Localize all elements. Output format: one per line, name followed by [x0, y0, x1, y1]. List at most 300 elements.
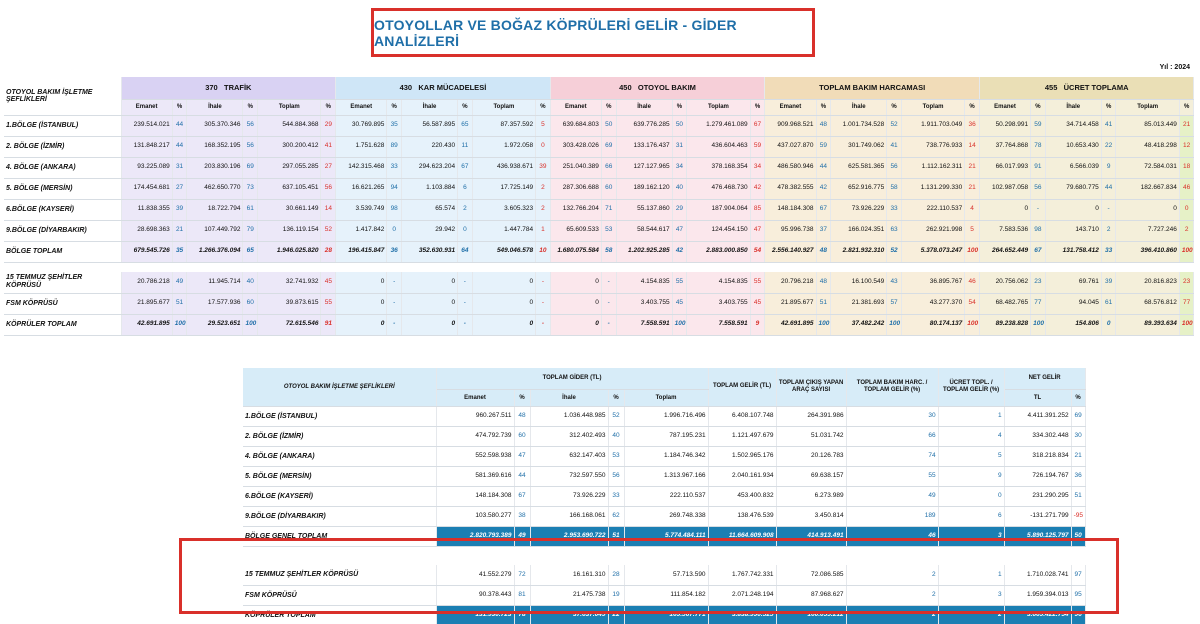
table-cell: 287.306.688 — [550, 178, 601, 199]
table-cell: 632.147.403 — [530, 446, 608, 466]
table-cell: 2 — [1179, 220, 1194, 241]
t1-sub-header: % — [243, 99, 258, 115]
t2-h-ucret_oran-header: ÜCRET TOPL. / TOPLAM GELİR (%) — [938, 368, 1004, 406]
table-cell: 0 — [472, 272, 535, 293]
table-cell: 97 — [1071, 565, 1085, 585]
table-cell: 2.821.932.310 — [831, 241, 887, 262]
table-cell: 1.184.746.342 — [624, 446, 708, 466]
t1-separator — [4, 262, 1194, 272]
table-cell: 67 — [1031, 241, 1046, 262]
table-cell: 49 — [846, 486, 938, 506]
table-cell: 44 — [1101, 178, 1116, 199]
table-cell: 51 — [1071, 486, 1085, 506]
table-cell: 100 — [1031, 314, 1046, 335]
table-cell: 168.352.195 — [187, 136, 243, 157]
table-cell: 131.930.723 — [436, 605, 514, 624]
table-cell: 0 — [1116, 199, 1179, 220]
table-cell: 251.040.389 — [550, 157, 601, 178]
table-cell: 20.756.062 — [979, 272, 1030, 293]
table-cell: 55 — [672, 272, 687, 293]
table-cell: 51 — [172, 293, 187, 314]
table-cell: 166.024.351 — [831, 220, 887, 241]
table-cell: 100 — [1179, 314, 1194, 335]
row-label: 1.BÖLGE (İSTANBUL) — [4, 115, 121, 136]
table-cell: 625.581.365 — [831, 157, 887, 178]
table-cell: 318.218.834 — [1004, 446, 1071, 466]
table-cell: 21.381.693 — [831, 293, 887, 314]
table-cell: 21.895.677 — [765, 293, 816, 314]
t1-sub-header: % — [1031, 99, 1046, 115]
table-row — [243, 446, 1085, 466]
table-cell: 11.945.714 — [187, 272, 243, 293]
t1-sub-header: % — [601, 99, 616, 115]
row-label: 6.BÖLGE (KAYSERİ) — [243, 486, 436, 506]
table-row — [4, 136, 1194, 157]
table-cell: 21 — [1179, 115, 1194, 136]
table-cell: 2 — [536, 178, 551, 199]
table-cell: 187.904.064 — [687, 199, 750, 220]
table-cell: 56 — [243, 136, 258, 157]
table-cell: - — [601, 293, 616, 314]
table-cell: 166.168.061 — [530, 506, 608, 526]
table-cell: 102.987.058 — [979, 178, 1030, 199]
table-cell: 87.357.592 — [472, 115, 535, 136]
table-cell: 34 — [672, 157, 687, 178]
table-cell: 5 — [965, 220, 980, 241]
table-cell: 30.769.895 — [336, 115, 387, 136]
table-cell: 2.820.793.389 — [436, 526, 514, 546]
table-cell: 56 — [243, 115, 258, 136]
table-cell: 1 — [938, 565, 1004, 585]
t1-sub-header: İhale — [616, 99, 672, 115]
table-cell: 3.450.814 — [776, 506, 846, 526]
table-cell: - — [458, 314, 473, 335]
table-cell: 436.938.671 — [472, 157, 535, 178]
table-cell: 107.449.792 — [187, 220, 243, 241]
table-cell: 11.838.355 — [121, 199, 172, 220]
table-cell: 30 — [1071, 426, 1085, 446]
table-cell: 22 — [608, 605, 624, 624]
table-cell: 60 — [514, 426, 530, 446]
table-cell: 85.013.449 — [1116, 115, 1179, 136]
table-cell: 10.653.430 — [1045, 136, 1101, 157]
table-cell: 72.584.031 — [1116, 157, 1179, 178]
table-cell: 62 — [608, 506, 624, 526]
table-cell: 160.055.212 — [776, 605, 846, 624]
t1-sub-header: İhale — [187, 99, 243, 115]
table-cell: 69 — [601, 136, 616, 157]
table-cell: 1.121.497.679 — [708, 426, 776, 446]
table-cell: 6.273.989 — [776, 486, 846, 506]
table-cell: 51 — [816, 293, 831, 314]
table-cell: 1.001.734.528 — [831, 115, 887, 136]
table-cell: 1 — [938, 406, 1004, 426]
table-cell: 100 — [243, 314, 258, 335]
table-cell: 29 — [321, 115, 336, 136]
table-cell: 549.046.578 — [472, 241, 535, 262]
table-cell: 95 — [1071, 585, 1085, 605]
table-cell: 78 — [1031, 136, 1046, 157]
bridges-highlight-box — [179, 538, 1119, 614]
table-cell: 203.830.196 — [187, 157, 243, 178]
t2-sub-header: % — [608, 389, 624, 406]
table-cell: 36 — [1071, 466, 1085, 486]
table-cell: 2.556.140.927 — [765, 241, 816, 262]
table-cell: 132.766.204 — [550, 199, 601, 220]
table-cell: 37.482.242 — [831, 314, 887, 335]
t2-sub-header: Emanet — [436, 389, 514, 406]
table-cell: 100 — [965, 314, 980, 335]
table-cell: 69 — [1071, 406, 1085, 426]
row-label: 4. BÖLGE (ANKARA) — [4, 157, 121, 178]
row-label: 4. BÖLGE (ANKARA) — [243, 446, 436, 466]
table-cell: 27 — [172, 178, 187, 199]
table-cell: 17.577.936 — [187, 293, 243, 314]
table-row — [4, 293, 1194, 314]
table-cell: 87.968.627 — [776, 585, 846, 605]
report-title: OTOYOLLAR VE BOĞAZ KÖPRÜLERİ GELİR - GİDER ANALİZLERİ — [374, 16, 737, 49]
table-cell: 0 — [336, 272, 387, 293]
t2-gider-header: TOPLAM GİDER (TL) — [436, 368, 708, 389]
table-cell: 42 — [816, 178, 831, 199]
table-row — [243, 506, 1085, 526]
table-cell: 7.727.246 — [1116, 220, 1179, 241]
table-cell: 1 — [536, 220, 551, 241]
table-cell: 80.174.137 — [901, 314, 964, 335]
table-row — [243, 466, 1085, 486]
table-cell: 66 — [846, 426, 938, 446]
table-cell: 0 — [1179, 199, 1194, 220]
table-cell: 154.806 — [1045, 314, 1101, 335]
table-cell: 69.761 — [1045, 272, 1101, 293]
t1-sub-header: Toplam — [472, 99, 535, 115]
table-cell: 2 — [536, 199, 551, 220]
table-cell: 5.774.484.111 — [624, 526, 708, 546]
table-cell: 81 — [514, 585, 530, 605]
table-cell: 53 — [601, 220, 616, 241]
table-cell: 89.393.634 — [1116, 314, 1179, 335]
t1-sub-header: İhale — [1045, 99, 1101, 115]
table-cell: 28 — [321, 241, 336, 262]
table-cell: 297.055.285 — [258, 157, 321, 178]
table-cell: 1.131.299.330 — [901, 178, 964, 199]
table-cell: 50.298.991 — [979, 115, 1030, 136]
table-cell: 79 — [243, 220, 258, 241]
table-cell: 133.176.437 — [616, 136, 672, 157]
table-cell: 40 — [243, 272, 258, 293]
row-label: 9.BÖLGE (DİYARBAKIR) — [4, 220, 121, 241]
table-cell: 0 — [550, 314, 601, 335]
table-cell: 41 — [321, 136, 336, 157]
table-cell: 49 — [514, 526, 530, 546]
table-cell: 652.916.775 — [831, 178, 887, 199]
table-cell: 231.290.295 — [1004, 486, 1071, 506]
table-cell: 14 — [321, 199, 336, 220]
table-cell: 0 — [472, 293, 535, 314]
table-cell: -131.271.799 — [1004, 506, 1071, 526]
table-cell: 1.959.394.013 — [1004, 585, 1071, 605]
table-cell: 18 — [1179, 157, 1194, 178]
table-cell: 1.751.628 — [336, 136, 387, 157]
t1-sub-header: % — [172, 99, 187, 115]
t1-group-header: 430 KAR MÜCADELESİ — [336, 77, 551, 99]
table-cell: 66.017.993 — [979, 157, 1030, 178]
table-cell: 3 — [938, 585, 1004, 605]
table-cell: 72.615.546 — [258, 314, 321, 335]
table-cell: - — [1031, 199, 1046, 220]
t1-sub-header: Toplam — [1116, 99, 1179, 115]
table-cell: 476.468.730 — [687, 178, 750, 199]
table-cell: 6 — [458, 178, 473, 199]
row-label: FSM KÖPRÜSÜ — [4, 293, 121, 314]
table-cell: 50 — [1071, 526, 1085, 546]
table-cell: 3.669.422.754 — [1004, 605, 1071, 624]
table-cell: 462.650.770 — [187, 178, 243, 199]
table-cell: 7.583.536 — [979, 220, 1030, 241]
t1-sub-header: % — [387, 99, 402, 115]
table-cell: 34 — [750, 157, 765, 178]
table-cell: 93.225.089 — [121, 157, 172, 178]
table-cell: 9 — [750, 314, 765, 335]
table-cell: 552.598.938 — [436, 446, 514, 466]
table-cell: 49 — [172, 272, 187, 293]
table-cell: - — [1101, 199, 1116, 220]
table-cell: 0 — [402, 272, 458, 293]
table-cell: 196.415.847 — [336, 241, 387, 262]
table-cell: 136.119.154 — [258, 220, 321, 241]
table-cell: 42.691.895 — [765, 314, 816, 335]
t1-sub-header: Emanet — [550, 99, 601, 115]
table-cell: 56 — [608, 466, 624, 486]
table-cell: 0 — [387, 220, 402, 241]
t2-sub-header: % — [514, 389, 530, 406]
table-cell: 46 — [846, 526, 938, 546]
table-cell: 57 — [887, 293, 902, 314]
table-cell: 58.544.617 — [616, 220, 672, 241]
table-cell: 437.027.870 — [765, 136, 816, 157]
table-cell: 45 — [672, 293, 687, 314]
table-cell: 3 — [938, 526, 1004, 546]
table-cell: 143.710 — [1045, 220, 1101, 241]
table-cell: 61 — [243, 199, 258, 220]
table-row — [4, 314, 1194, 335]
table-cell: 90.378.443 — [436, 585, 514, 605]
table-cell: 4 — [965, 199, 980, 220]
row-label: 15 TEMMUZ ŞEHİTLER KÖPRÜSÜ — [243, 565, 436, 585]
t1-sub-header-row — [4, 99, 1194, 115]
table-cell: 48 — [816, 115, 831, 136]
table-cell: 6 — [938, 506, 1004, 526]
table-cell: 89 — [387, 136, 402, 157]
table-cell: 44 — [172, 136, 187, 157]
table-cell: 414.913.491 — [776, 526, 846, 546]
table-cell: 52 — [887, 241, 902, 262]
table-row — [243, 426, 1085, 446]
table-cell: 63 — [887, 220, 902, 241]
table-cell: 48.418.298 — [1116, 136, 1179, 157]
table-cell: 51 — [608, 526, 624, 546]
table-cell: 56 — [887, 157, 902, 178]
table-cell: 46 — [965, 272, 980, 293]
row-label: BÖLGE GENEL TOPLAM — [243, 526, 436, 546]
table-cell: 174.454.681 — [121, 178, 172, 199]
table-cell: 131.848.217 — [121, 136, 172, 157]
table-cell: 436.604.463 — [687, 136, 750, 157]
table-cell: 111.854.182 — [624, 585, 708, 605]
table-cell: 56 — [1031, 178, 1046, 199]
table-cell: 5.378.073.247 — [901, 241, 964, 262]
table-cell: 41.552.279 — [436, 565, 514, 585]
table-cell: 60 — [601, 178, 616, 199]
table-cell: 35 — [172, 241, 187, 262]
table-cell: 45 — [321, 272, 336, 293]
table-cell: 65.574 — [402, 199, 458, 220]
table-cell: 52 — [608, 406, 624, 426]
table-cell: - — [387, 293, 402, 314]
table-cell: 55 — [321, 293, 336, 314]
table-cell: 5 — [536, 115, 551, 136]
table-cell: 56.587.895 — [402, 115, 458, 136]
table-cell: 453.400.832 — [708, 486, 776, 506]
table-cell: 100 — [1179, 241, 1194, 262]
table-cell: 1.313.967.166 — [624, 466, 708, 486]
table-cell: 262.921.998 — [901, 220, 964, 241]
table-cell: 54 — [965, 293, 980, 314]
table-cell: - — [458, 272, 473, 293]
table-cell: 29.942 — [402, 220, 458, 241]
table-cell: 7.558.591 — [616, 314, 672, 335]
table-cell: 182.667.834 — [1116, 178, 1179, 199]
t1-sub-header: % — [965, 99, 980, 115]
table-cell: 1.911.703.049 — [901, 115, 964, 136]
table-cell: 1.502.965.176 — [708, 446, 776, 466]
table-cell: 6.408.107.748 — [708, 406, 776, 426]
table-cell: 91 — [321, 314, 336, 335]
table-cell: 305.370.346 — [187, 115, 243, 136]
table-cell: 48 — [816, 241, 831, 262]
table-cell: 39 — [1101, 272, 1116, 293]
table-cell: 3.605.323 — [472, 199, 535, 220]
table-row — [243, 406, 1085, 426]
table-cell: 94.045 — [1045, 293, 1101, 314]
table-cell: 312.402.493 — [530, 426, 608, 446]
table-cell: 2.071.248.194 — [708, 585, 776, 605]
table-cell: 89.238.828 — [979, 314, 1030, 335]
table-cell: 222.110.537 — [901, 199, 964, 220]
table-cell: 5 — [938, 446, 1004, 466]
table-cell: 77 — [1179, 293, 1194, 314]
table-cell: 378.168.354 — [687, 157, 750, 178]
table-cell: 52 — [887, 115, 902, 136]
row-label: KÖPRÜLER TOPLAM — [243, 605, 436, 624]
table-cell: 31 — [672, 136, 687, 157]
row-label: FSM KÖPRÜSÜ — [243, 585, 436, 605]
table-cell: 52 — [321, 220, 336, 241]
table-cell: 21 — [1071, 446, 1085, 466]
t1-group-header: TOPLAM BAKIM HARCAMASI — [765, 77, 980, 99]
table-cell: 55 — [846, 466, 938, 486]
table-cell: 1.447.784 — [472, 220, 535, 241]
table-cell: 73.926.229 — [530, 486, 608, 506]
table-cell: 30.661.149 — [258, 199, 321, 220]
table-cell: 28.698.363 — [121, 220, 172, 241]
t1-sub-header: % — [1101, 99, 1116, 115]
table-cell: 679.545.726 — [121, 241, 172, 262]
table-cell: 0 — [979, 199, 1030, 220]
table-cell: 189 — [846, 506, 938, 526]
table-cell: 32.741.932 — [258, 272, 321, 293]
table-cell: 16.100.549 — [831, 272, 887, 293]
row-label: 2. BÖLGE (İZMİR) — [243, 426, 436, 446]
table-cell: 581.369.616 — [436, 466, 514, 486]
table-cell: 300.200.412 — [258, 136, 321, 157]
table-cell: 33 — [608, 486, 624, 506]
table-cell: -95 — [1071, 506, 1085, 526]
table-cell: 40 — [608, 426, 624, 446]
table-cell: 44 — [514, 466, 530, 486]
table-cell: 100 — [816, 314, 831, 335]
table-cell: 0 — [402, 314, 458, 335]
table-cell: 2 — [458, 199, 473, 220]
table-cell: 100 — [172, 314, 187, 335]
table-cell: 23 — [1031, 272, 1046, 293]
table-cell: 21.895.677 — [121, 293, 172, 314]
table-cell: 41 — [1101, 115, 1116, 136]
table-cell: 59 — [1031, 115, 1046, 136]
table-cell: 0 — [402, 293, 458, 314]
table-cell: 28 — [608, 565, 624, 585]
table-row — [4, 220, 1194, 241]
table-cell: 269.748.338 — [624, 506, 708, 526]
table-cell: 48 — [816, 272, 831, 293]
table-cell: 2.883.000.850 — [687, 241, 750, 262]
table-cell: 264.391.986 — [776, 406, 846, 426]
table-cell: 11 — [458, 136, 473, 157]
table-cell: 0 — [1101, 314, 1116, 335]
table-cell: 45 — [750, 293, 765, 314]
t2-h-bakim_oran-header: TOPLAM BAKIM HARC. / TOPLAM GELİR (%) — [846, 368, 938, 406]
table-cell: 4.154.835 — [687, 272, 750, 293]
table-cell: 2 — [846, 585, 938, 605]
table-cell: 58 — [601, 241, 616, 262]
table-cell: 68.576.812 — [1116, 293, 1179, 314]
t1-sub-header: Toplam — [258, 99, 321, 115]
table-cell: 2 — [1101, 220, 1116, 241]
table-cell: 1.767.742.331 — [708, 565, 776, 585]
t1-sub-header: % — [887, 99, 902, 115]
t1-sub-header: Toplam — [901, 99, 964, 115]
t1-sub-header: Toplam — [687, 99, 750, 115]
table-cell: 40 — [672, 178, 687, 199]
table-cell: 909.968.521 — [765, 115, 816, 136]
table-cell: 3.403.755 — [687, 293, 750, 314]
table-cell: 10 — [536, 241, 551, 262]
table-cell: 31 — [172, 157, 187, 178]
table-cell: 21 — [965, 178, 980, 199]
table-cell: 72 — [514, 565, 530, 585]
table-cell: 264.652.449 — [979, 241, 1030, 262]
table-cell: 73.926.229 — [831, 199, 887, 220]
table-cell: 85 — [750, 199, 765, 220]
table-cell: 69 — [243, 157, 258, 178]
t2-h-gelir-header: TOPLAM GELİR (TL) — [708, 368, 776, 406]
table-cell: 334.302.448 — [1004, 426, 1071, 446]
table-cell: 474.792.739 — [436, 426, 514, 446]
row-label: KÖPRÜLER TOPLAM — [4, 314, 121, 335]
row-label: 1.BÖLGE (İSTANBUL) — [243, 406, 436, 426]
table-cell: - — [601, 314, 616, 335]
table-cell: 5.890.125.797 — [1004, 526, 1071, 546]
